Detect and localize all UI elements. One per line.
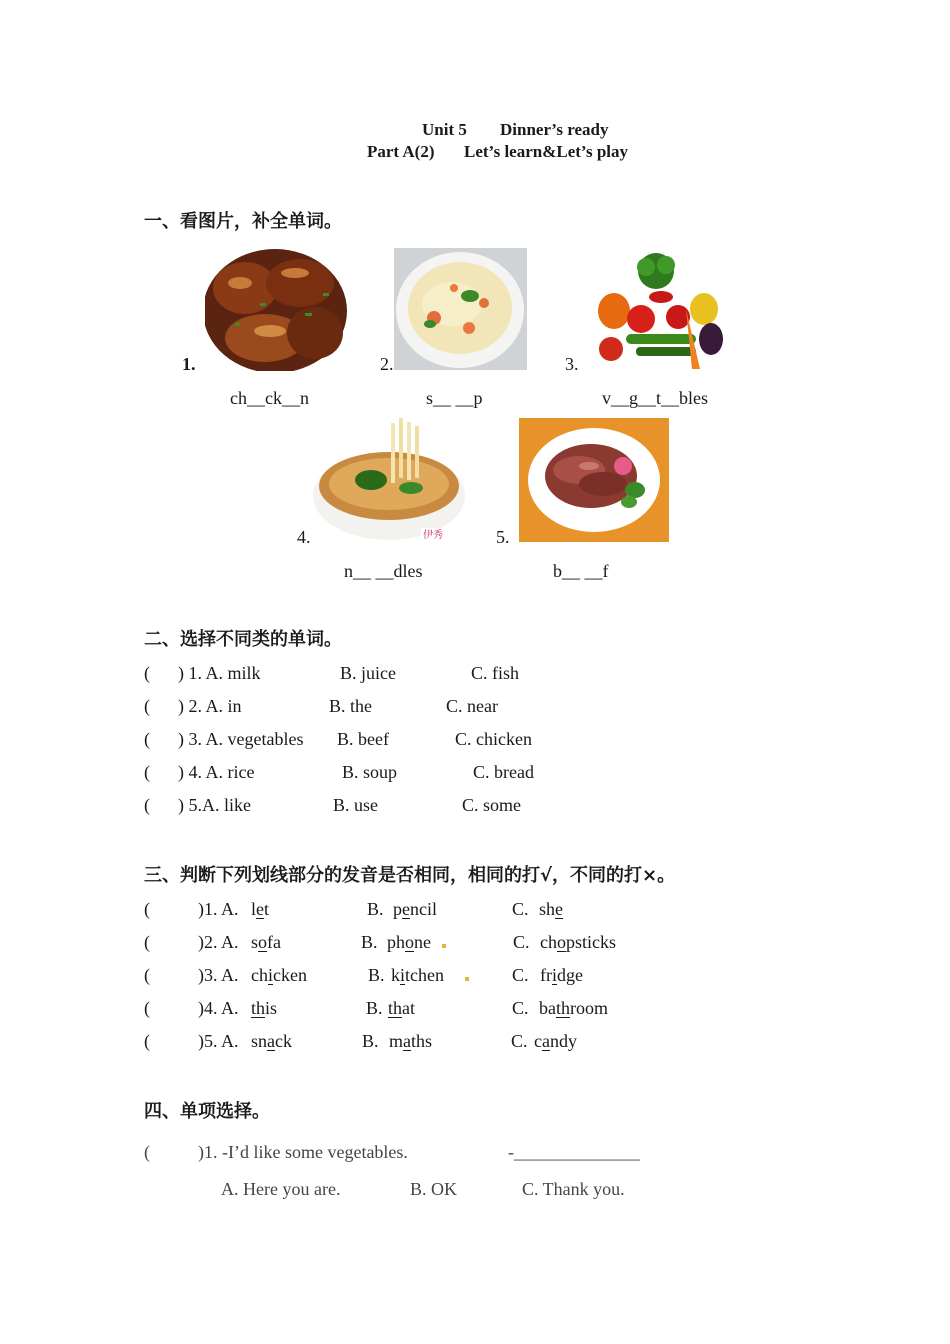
option-b-label: B. — [366, 998, 383, 1018]
option-a: ) 1. A. milk — [178, 663, 261, 683]
row-number: )5. A. — [198, 1031, 239, 1051]
option-c-word: fridge — [540, 965, 584, 985]
answer-bracket[interactable]: ( — [144, 663, 150, 683]
answer-bracket[interactable]: ( — [144, 1142, 150, 1162]
title-part-name: Let’s learn&Let’s play — [464, 142, 628, 161]
option-b: B. the — [329, 696, 372, 716]
item-number-3: 3. — [565, 354, 579, 374]
option-c-word: she — [539, 899, 564, 919]
vegetables-image — [596, 249, 727, 371]
option-c: C. chicken — [455, 729, 532, 749]
section3-heading: 三、判断下列划线部分的发音是否相同，相同的打√，不同的打×。 — [144, 865, 676, 886]
option-b-word: pencil — [393, 899, 437, 919]
option-b: B. beef — [337, 729, 389, 749]
title-unit-name: Dinner’s ready — [500, 120, 609, 139]
roast-chicken-image — [205, 243, 351, 371]
option-a-word: chicken — [251, 965, 307, 985]
option-b-label: B. — [367, 899, 384, 919]
answer-bracket[interactable]: ( — [144, 965, 150, 985]
option-c: C. bread — [473, 762, 534, 782]
stray-mark — [442, 944, 446, 948]
answer-bracket[interactable]: ( — [144, 1031, 150, 1051]
answer-bracket[interactable]: ( — [144, 899, 150, 919]
option-a-word: let — [251, 899, 270, 919]
noodles-watermark: 伊秀 — [423, 530, 443, 541]
answer-bracket[interactable]: ( — [144, 729, 150, 749]
option-a: A. Here you are. — [221, 1179, 341, 1199]
item-number-1: 1. — [182, 354, 196, 374]
option-b-word: phone — [387, 932, 431, 952]
word-noodles: n__ __dles — [344, 561, 423, 581]
option-a: ) 3. A. vegetables — [178, 729, 304, 749]
answer-bracket[interactable]: ( — [144, 696, 150, 716]
option-a-word: sofa — [251, 932, 281, 952]
title-part: Part A(2) — [367, 142, 435, 161]
option-c: C. fish — [471, 663, 520, 683]
option-c-label: C. — [512, 998, 529, 1018]
noodles-image — [311, 418, 467, 542]
option-b: B. soup — [342, 762, 398, 782]
row-number: )2. A. — [198, 932, 239, 952]
option-b: B. use — [333, 795, 378, 815]
option-a-word: this — [251, 998, 278, 1018]
word-vegetables: v__g__t__bles — [602, 388, 708, 408]
option-c-word: chopsticks — [540, 932, 617, 952]
option-b-word: kitchen — [391, 965, 444, 985]
option-a: ) 2. A. in — [178, 696, 242, 716]
answer-bracket[interactable]: ( — [144, 762, 150, 782]
option-c: C. near — [446, 696, 498, 716]
row-number: )4. A. — [198, 998, 239, 1018]
section2-heading: 二、选择不同类的单词。 — [144, 629, 342, 650]
row-number: )1. A. — [198, 899, 239, 919]
question-text: )1. -I’d like some vegetables. — [198, 1142, 408, 1162]
answer-bracket[interactable]: ( — [144, 998, 150, 1018]
option-c-label: C. — [513, 932, 530, 952]
word-soup: s__ __p — [426, 388, 483, 408]
option-b-label: B. — [368, 965, 385, 985]
option-c: C. Thank you. — [522, 1179, 625, 1199]
option-b: B. OK — [410, 1179, 458, 1199]
option-c: C. some — [462, 795, 522, 815]
option-a: ) 5.A. like — [178, 795, 251, 815]
option-c-word: candy — [534, 1031, 577, 1051]
soup-image — [394, 248, 527, 370]
option-c-label: C. — [512, 899, 529, 919]
item-number-4: 4. — [297, 527, 311, 547]
answer-blank[interactable]: -______________ — [508, 1142, 640, 1162]
option-b-label: B. — [362, 1031, 379, 1051]
option-c-word: bathroom — [539, 998, 609, 1018]
word-beef: b__ __f — [553, 561, 609, 581]
item-number-5: 5. — [496, 527, 510, 547]
option-a-word: snack — [251, 1031, 293, 1051]
option-c-label: C. — [512, 965, 529, 985]
option-c-label: C. — [511, 1031, 528, 1051]
stray-mark — [465, 977, 469, 981]
word-chicken: ch__ck__n — [230, 388, 309, 408]
answer-bracket[interactable]: ( — [144, 932, 150, 952]
row-number: )3. A. — [198, 965, 239, 985]
item-number-2: 2. — [380, 354, 394, 374]
option-b-word: that — [388, 998, 416, 1018]
option-b-word: maths — [389, 1031, 433, 1051]
section1-heading: 一、看图片，补全单词。 — [144, 211, 342, 232]
answer-bracket[interactable]: ( — [144, 795, 150, 815]
option-a: ) 4. A. rice — [178, 762, 255, 782]
title-unit: Unit 5 — [422, 120, 467, 139]
option-b: B. juice — [340, 663, 396, 683]
option-b-label: B. — [361, 932, 378, 952]
beef-image — [519, 418, 669, 542]
section4-heading: 四、单项选择。 — [144, 1101, 270, 1122]
